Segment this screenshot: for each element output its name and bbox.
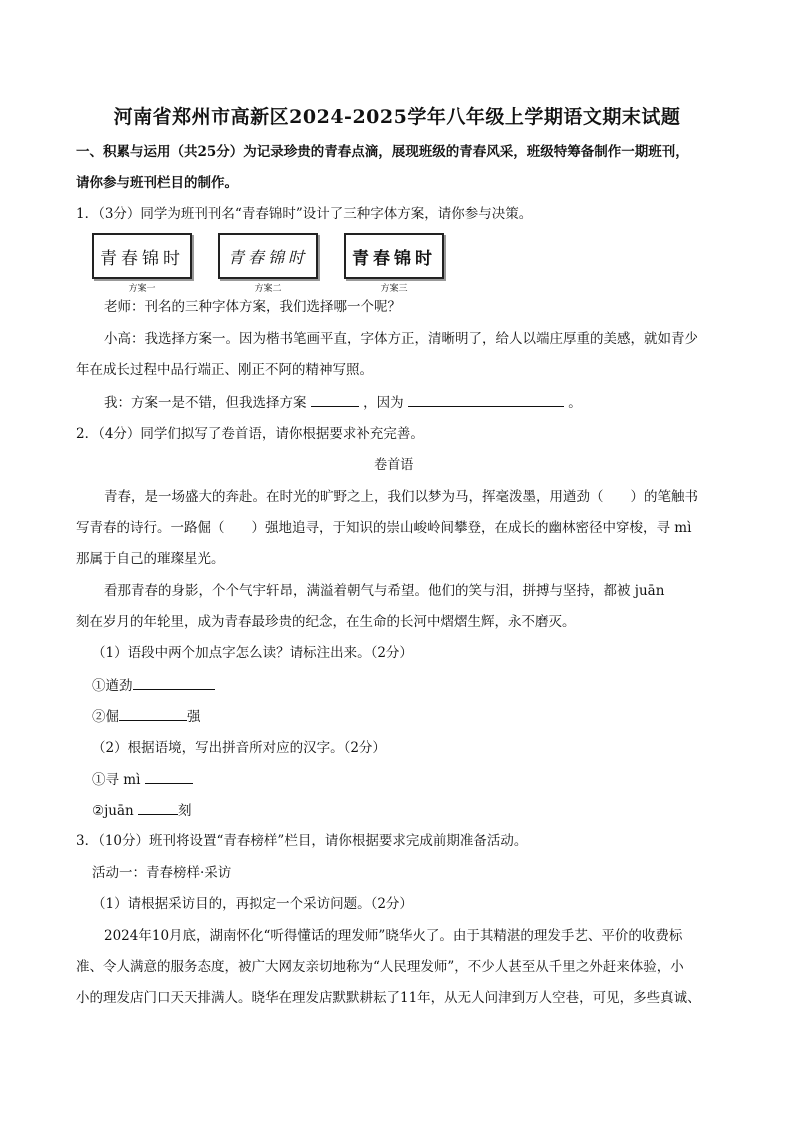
preface-p1-line3: 那属于自己的璀璨星光。 — [76, 551, 225, 567]
question3-sub1: （1）请根据采访目的，再拟定一个采访问题。（2分） — [92, 896, 413, 912]
question2-stem: 2．（4分）同学们拟写了卷首语，请你根据要求补充完善。 — [76, 426, 424, 442]
font-option-1-caption: 方案一 — [128, 284, 156, 294]
answer-blank-mi[interactable] — [145, 769, 193, 784]
dialogue-me-prefix: 我：方案一是不错，但我选择方案 — [104, 395, 307, 411]
question1-stem: 1．（3分）同学为班刊刊名“青春锦时”设计了三种字体方案，请你参与决策。 — [76, 206, 533, 222]
question2-sub1: （1）语段中两个加点字怎么读？请标注出来。（2分） — [92, 645, 413, 661]
sub2-item-b-suffix: 刻 — [178, 803, 192, 819]
question2-sub1-item-b — [92, 706, 201, 727]
dialogue-me-end: 。 — [568, 395, 582, 411]
font-option-3-caption: 方案三 — [380, 284, 408, 294]
font-option-2-caption: 方案二 — [254, 284, 282, 294]
sub1-item-a-label: ①遒劲 — [92, 678, 133, 694]
dialogue-teacher: 老师：刊名的三种字体方案，我们选择哪一个呢？ — [104, 299, 401, 315]
dialogue-xiaogao-line1: 小高：我选择方案一。因为楷书笔画平直，字体方正，清晰明了，给人以端庄厚重的美感，就如青少 — [104, 331, 698, 347]
question2-sub2: （2）根据语境，写出拼音所对应的汉字。（2分） — [92, 740, 386, 756]
preface-p2-line1: 看那青春的身影，个个气宇轩昂，满溢着朝气与希望。他们的笑与泪，拼搏与坚持，都被 juān — [104, 583, 665, 599]
question3-stem: 3．（10分）班刊将设置“青春榜样”栏目，请你根据要求完成前期准备活动。 — [76, 833, 528, 849]
preface-p1-line2: 写青春的诗行。一路倔（ ）强地追寻，于知识的崇山峻岭间攀登，在成长的幽林密径中穿梭，寻 mì — [76, 520, 692, 536]
answer-blank-juan[interactable] — [138, 800, 178, 815]
preface-p2-line2: 刻在岁月的年轮里，成为青春最珍贵的纪念，在生命的长河中熠熠生辉，永不磨灭。 — [76, 614, 576, 630]
preface-p1-line1: 青春，是一场盛大的奔赴。在时光的旷野之上，我们以梦为马，挥毫泼墨，用遒劲（ ）的笔触书 — [104, 489, 698, 505]
section1-intro-line1: 一、积累与运用（共25分）为记录珍贵的青春点滴，展现班级的青春风采，班级特筹备制作一期班刊， — [76, 144, 689, 160]
answer-blank-qiujin[interactable] — [133, 675, 215, 690]
material-line2: 准、令人满意的服务态度，被广大网友亲切地称为“人民理发师”，不少人甚至从千里之外赶来体验，小 — [76, 959, 684, 975]
dialogue-me-because: ，因为 — [363, 395, 404, 411]
dialogue-xiaogao-line2: 年在成长过程中品行端正、刚正不阿的精神写照。 — [76, 362, 373, 378]
answer-blank-reason[interactable] — [408, 392, 564, 407]
font-option-2-image: 青春锦时 — [218, 233, 318, 279]
sub1-item-b-suffix: 强 — [187, 709, 201, 725]
question2-sub2-item-b — [92, 800, 192, 821]
font-option-1-image: 青春锦时 — [92, 233, 192, 279]
sub1-item-b-label: ②倔 — [92, 709, 119, 725]
preface-heading: 卷首语 — [374, 457, 414, 473]
page-title: 河南省郑州市高新区2024-2025学年八年级上学期语文期末试题 — [113, 106, 681, 128]
material-line1: 2024年10月底，湖南怀化“听得懂话的理发师”晓华火了。由于其精湛的理发手艺、平价的收费标 — [104, 928, 683, 944]
sub2-item-a-label: ①寻 mì — [92, 772, 141, 788]
question2-sub1-item-a — [92, 675, 215, 696]
answer-blank-option[interactable] — [311, 392, 359, 407]
dialogue-me — [104, 392, 582, 413]
sub2-item-b-label: ②juān — [92, 803, 134, 819]
section1-intro-line2: 请你参与班刊栏目的制作。 — [76, 175, 238, 191]
font-option-3-image: 青春锦时 — [344, 233, 444, 279]
answer-blank-juejiang[interactable] — [119, 706, 187, 721]
question2-sub2-item-a — [92, 769, 193, 790]
question3-activity1: 活动一：青春榜样·采访 — [92, 865, 232, 881]
material-line3: 小的理发店门口天天排满人。晓华在理发店默默耕耘了11年，从无人问津到万人空巷，可见，多些真诚、 — [76, 990, 701, 1006]
